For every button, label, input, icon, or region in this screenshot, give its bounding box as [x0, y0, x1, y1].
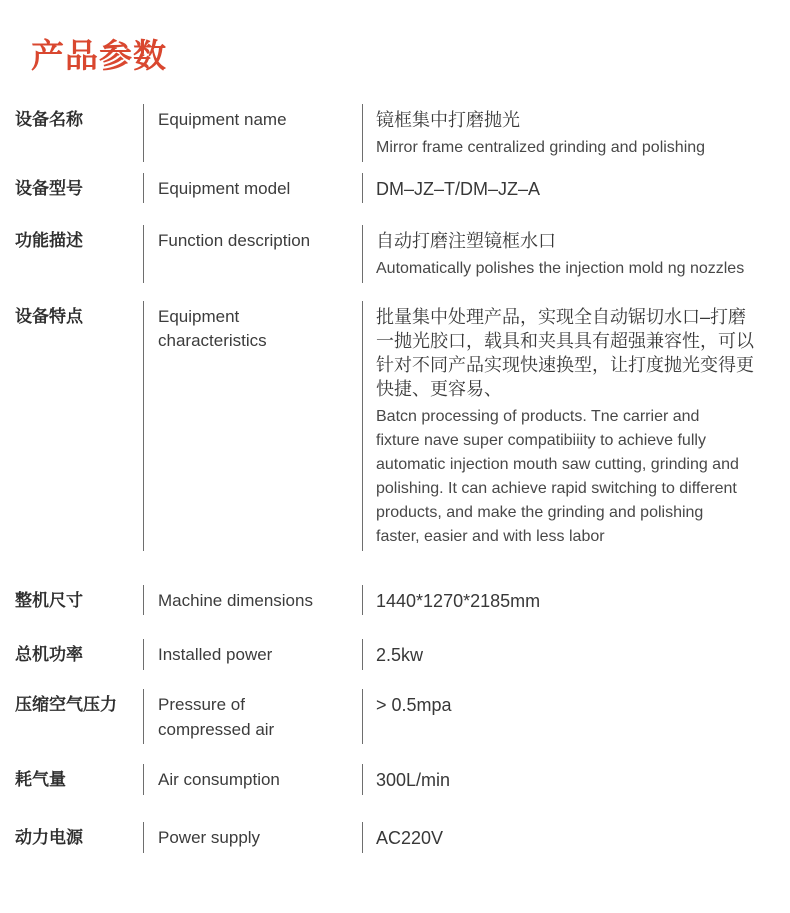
- param-value-primary: 1440*1270*2185mm: [376, 590, 541, 611]
- param-label-en: Power supply: [143, 822, 362, 853]
- param-value-secondary: Batcn processing of products. Tne carrier and fixture nave super compatibiiity to achieve fully automatic injection mouth saw cutting, grinding and polishing. It can achieve rapid switching to different products, and make the grinding and polishing faster, easier and with less labor: [376, 407, 739, 545]
- table-row: [15, 301, 778, 551]
- param-label-en: Air consumption: [143, 764, 362, 795]
- param-value-secondary: Mirror frame centralized grinding and polishing: [376, 138, 706, 156]
- param-value-primary: 2.5kw: [376, 645, 424, 666]
- param-value-primary: DM–JZ–T/DM–JZ–A: [376, 178, 541, 199]
- param-label-en: Equipment model: [143, 173, 362, 204]
- table-row: [15, 822, 778, 853]
- param-value-cell: [362, 173, 778, 204]
- param-label-en: Installed power: [143, 639, 362, 670]
- param-label-zh: 功能描述: [15, 231, 83, 251]
- param-label-zh: 动力电源: [15, 827, 83, 847]
- param-value-cell: [362, 822, 778, 853]
- table-row: [15, 104, 778, 161]
- param-label-zh: 整机尺寸: [15, 590, 83, 610]
- param-value-cell: [362, 225, 778, 282]
- table-row: [15, 689, 778, 744]
- param-label-zh: 压缩空气压力: [15, 695, 117, 714]
- table-row: [15, 173, 778, 204]
- param-label-en: Function description: [143, 225, 362, 282]
- param-value-cell: [362, 104, 778, 161]
- param-label-en: Pressure of compressed air: [143, 689, 362, 744]
- param-label-zh: 总机功率: [15, 645, 83, 665]
- table-row: [15, 225, 778, 282]
- param-label-zh: 设备特点: [15, 306, 83, 326]
- param-value-primary: 自动打磨注塑镜框水口: [376, 231, 556, 252]
- param-value-cell: [362, 639, 778, 670]
- param-value-primary: 300L/min: [376, 770, 451, 791]
- param-label-zh: 设备型号: [15, 178, 83, 198]
- param-label-en: Machine dimensions: [143, 585, 362, 616]
- param-label-zh: 耗气量: [15, 770, 66, 790]
- table-row: [15, 585, 778, 616]
- table-row: [15, 639, 778, 670]
- param-label-en: Equipment characteristics: [143, 301, 362, 551]
- param-value-cell: [362, 764, 778, 795]
- param-value-cell: [362, 585, 778, 616]
- param-label-zh: 设备名称: [15, 110, 83, 130]
- parameters-table: [15, 104, 778, 852]
- page-title: 产品参数: [31, 37, 167, 74]
- param-value-cell: [362, 301, 778, 551]
- param-label-en: Equipment name: [143, 104, 362, 161]
- param-value-primary: > 0.5mpa: [376, 695, 452, 715]
- table-row: [15, 764, 778, 795]
- param-value-primary: AC220V: [376, 827, 444, 848]
- param-value-primary: 批量集中处理产品，实现全自动锯切水口–打磨 一抛光胶口，载具和夹具具有超强兼容性，可以 针对不同产品实现快速换型，让打度抛光变得更 快捷、更容易、: [376, 306, 754, 400]
- param-value-primary: 镜框集中打磨抛光: [376, 110, 520, 131]
- param-value-secondary: Automatically polishes the injection mold ng nozzles: [376, 259, 745, 277]
- param-value-cell: [362, 689, 778, 744]
